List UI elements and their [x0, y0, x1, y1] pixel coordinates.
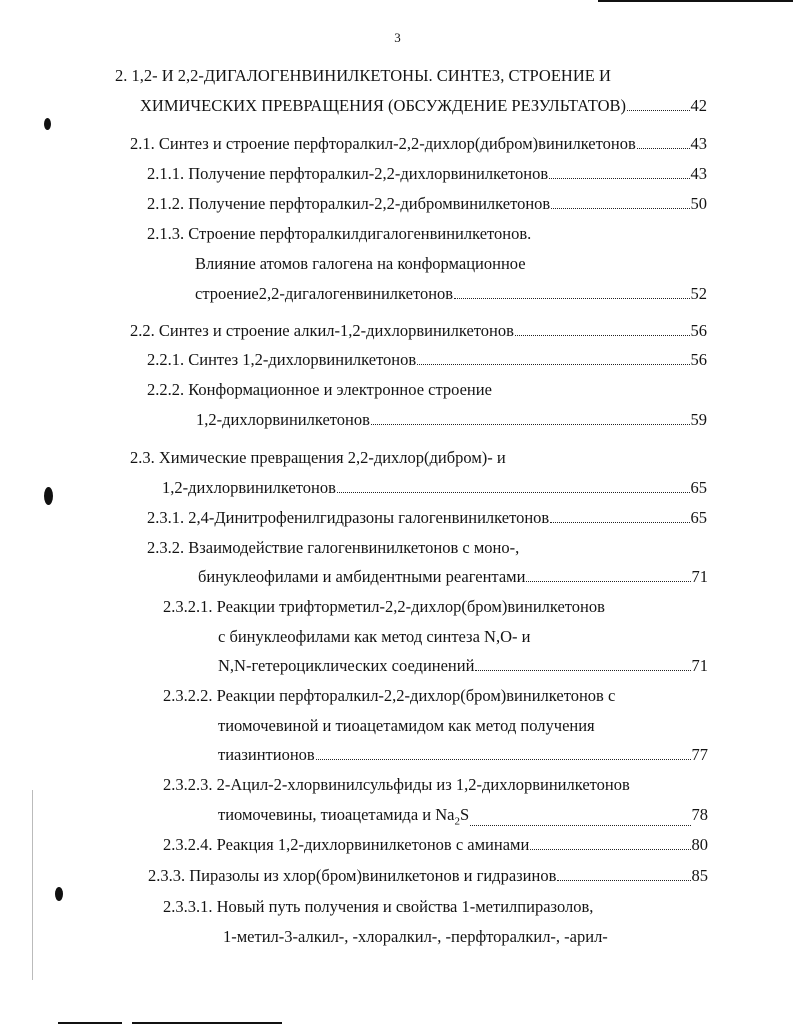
subscript: 2: [454, 815, 460, 828]
toc-entry-2-3-2-2-line2: тиомочевиной и тиоацетамидом как метод получения: [218, 716, 595, 735]
toc-entry-2-3-3-1-line2: 1-метил-3-алкил-, -хлоралкил-, -перфторалкил-, -арил-: [223, 927, 608, 946]
dot-leader: [515, 334, 690, 336]
toc-title: 2.3.1. 2,4-Динитрофенилгидразоны галогенвинилкетонов: [147, 508, 550, 527]
toc-title: 2.2. Синтез и строение алкил-1,2-дихлорвинилкетонов: [130, 321, 514, 340]
toc-entry-2-2: [130, 321, 707, 341]
toc-page-number: 85: [691, 866, 708, 885]
toc-title-main: тиомочевины, тиоацетамида и Na: [218, 805, 455, 824]
toc-title: 2.3.2.4. Реакция 1,2-дихлорвинилкетонов с аминами: [163, 835, 530, 854]
dot-leader: [371, 423, 690, 425]
dot-leader: [550, 521, 689, 523]
toc-entry-2-1-1: [147, 164, 707, 184]
toc-entry-2-3-2-line1: 2.3.2. Взаимодействие галогенвинилкетонов с моно-,: [147, 538, 520, 557]
toc-chapter-title: ХИМИЧЕСКИХ ПРЕВРАЩЕНИЯ (ОБСУЖДЕНИЕ РЕЗУЛЬТАТОВ): [140, 96, 626, 115]
toc-entry-2-3-2-3: [218, 805, 708, 831]
toc-title: бинуклеофилами и амбидентными реагентами: [198, 567, 526, 586]
toc-page-number: 43: [690, 134, 707, 153]
toc-entry-2-1: [130, 134, 707, 154]
toc-entry-2-2-1: [147, 350, 707, 370]
toc-entry-2-1-3-line2: Влияние атомов галогена на конформационное: [195, 254, 526, 273]
toc-page-number: 56: [690, 350, 707, 369]
toc-entry-2-2-2: [196, 410, 707, 430]
margin-line: [32, 790, 33, 980]
dot-leader: [526, 580, 690, 582]
dot-leader: [557, 879, 690, 881]
scan-mark: [44, 118, 51, 130]
toc-entry-2-3-2-1-line2: с бинуклеофилами как метод синтеза N,O- и: [218, 627, 531, 646]
toc-entry-2-3-2-1: [218, 656, 708, 676]
dot-leader: [337, 491, 690, 493]
page-number: 3: [394, 30, 401, 45]
toc-entry-2-1-3: [195, 284, 707, 304]
toc-page-number: 43: [690, 164, 707, 183]
toc-page-number: 56: [690, 321, 707, 340]
dot-leader: [637, 147, 690, 149]
toc-title-tail: S: [459, 805, 470, 824]
toc-chapter-row: [140, 96, 707, 116]
dot-leader: [475, 669, 690, 671]
dot-leader: [417, 363, 689, 365]
toc-entry-2-3-line1: 2.3. Химические превращения 2,2-дихлор(дибром)- и: [130, 448, 506, 467]
toc-entry-2-3-1: [147, 508, 707, 528]
toc-entry-2-3: [162, 478, 707, 498]
bottom-edge-rule: [58, 1022, 122, 1024]
dot-leader: [530, 848, 690, 850]
top-edge-rule: [598, 0, 793, 2]
toc-title: [218, 805, 469, 831]
toc-title: строение2,2-дигалогенвинилкетонов: [195, 284, 454, 303]
toc-entry-2-3-2-2: [218, 745, 708, 765]
toc-title: 2.1.1. Получение перфторалкил-2,2-дихлорвинилкетонов: [147, 164, 549, 183]
toc-page-number: 42: [690, 96, 707, 115]
dot-leader: [316, 758, 691, 760]
toc-page-number: 52: [690, 284, 707, 303]
toc-page-number: 65: [690, 508, 707, 527]
toc-page-number: 50: [690, 194, 707, 213]
dot-leader: [551, 207, 689, 209]
toc-entry-2-3-2-3-line1: 2.3.2.3. 2-Ацил-2-хлорвинилсульфиды из 1,2-дихлорвинилкетонов: [163, 775, 630, 794]
toc-title: 2.1.2. Получение перфторалкил-2,2-дибромвинилкетонов: [147, 194, 551, 213]
dot-leader: [454, 297, 689, 299]
toc-page-number: 71: [691, 567, 708, 586]
dot-leader: [470, 824, 690, 826]
scan-mark: [44, 487, 53, 505]
toc-page-number: 65: [690, 478, 707, 497]
toc-entry-2-2-2-line1: 2.2.2. Конформационное и электронное строение: [147, 380, 492, 399]
toc-title: N,N-гетероциклических соединений: [218, 656, 475, 675]
toc-title: тиазинтионов: [218, 745, 315, 764]
toc-entry-2-3-2-4: [163, 835, 708, 855]
toc-page-number: 77: [691, 745, 708, 764]
toc-title: 1,2-дихлорвинилкетонов: [196, 410, 370, 429]
toc-title: 1,2-дихлорвинилкетонов: [162, 478, 336, 497]
scan-mark: [55, 887, 63, 901]
toc-title: 2.2.1. Синтез 1,2-дихлорвинилкетонов: [147, 350, 417, 369]
toc-chapter-line1: 2. 1,2- И 2,2-ДИГАЛОГЕНВИНИЛКЕТОНЫ. СИНТЕЗ, СТРОЕНИЕ И: [115, 66, 611, 85]
toc-page-number: 71: [691, 656, 708, 675]
toc-page-number: 80: [691, 835, 708, 854]
toc-entry-2-3-2-2-line1: 2.3.2.2. Реакции перфторалкил-2,2-дихлор(бром)винилкетонов с: [163, 686, 616, 705]
toc-page-number: 59: [690, 410, 707, 429]
toc-entry-2-3-2-1-line1: 2.3.2.1. Реакции трифторметил-2,2-дихлор(бром)винилкетонов: [163, 597, 605, 616]
toc-entry-2-3-3-1-line1: 2.3.3.1. Новый путь получения и свойства 1-метилпиразолов,: [163, 897, 594, 916]
bottom-edge-rule: [132, 1022, 282, 1024]
dot-leader: [549, 177, 689, 179]
dot-leader: [627, 109, 690, 111]
toc-entry-2-1-3-line1: 2.1.3. Строение перфторалкилдигалогенвинилкетонов.: [147, 224, 532, 243]
toc-title: 2.1. Синтез и строение перфторалкил-2,2-дихлор(дибром)винилкетонов: [130, 134, 636, 153]
toc-title: 2.3.3. Пиразолы из хлор(бром)винилкетонов и гидразинов: [148, 866, 557, 885]
toc-page-number: 78: [691, 805, 708, 824]
toc-entry-2-3-3: [148, 866, 708, 886]
toc-entry-2-1-2: [147, 194, 707, 214]
toc-entry-2-3-2: [198, 567, 708, 587]
